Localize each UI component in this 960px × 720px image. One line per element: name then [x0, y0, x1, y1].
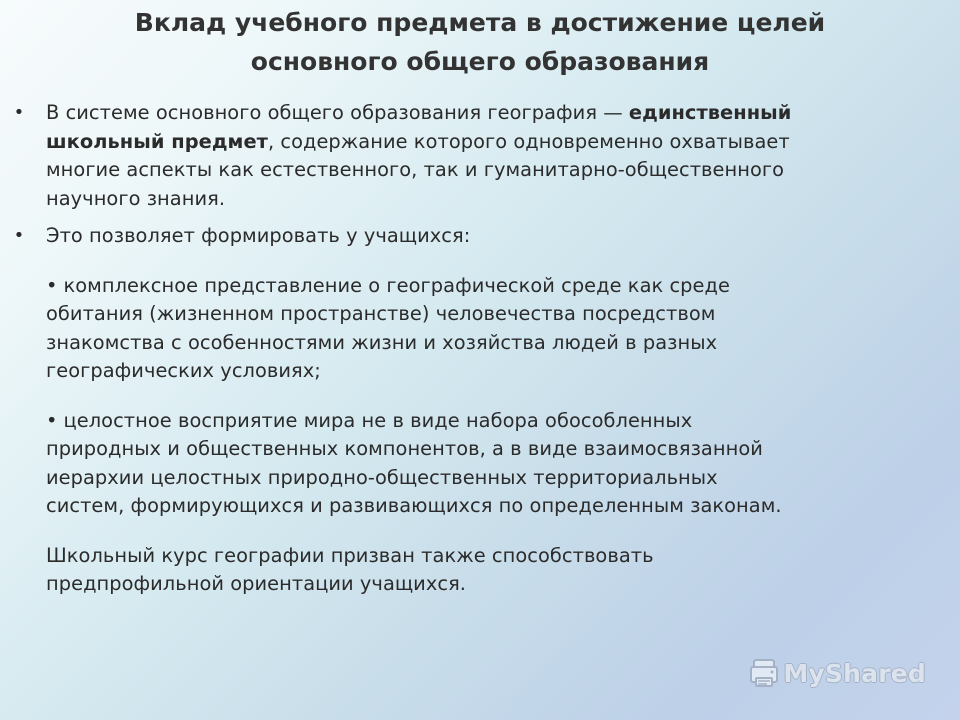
item2-line1-text: целостное восприятие мира не в виде набора обособленных: [63, 408, 693, 432]
paragraph2-intro: Это позволяет формировать у учащихся:: [46, 224, 471, 247]
section-gap: [46, 521, 940, 542]
item1-line1: [46, 272, 940, 301]
closing-line2: предпрофильной ориентации учащихся.: [46, 572, 467, 595]
slide-content: [10, 99, 940, 599]
bullet-symbol: •: [13, 102, 25, 123]
item1-bullet: •: [46, 273, 58, 297]
title-line-1: Вклад учебного предмета в достижение целей: [134, 8, 826, 37]
paragraph1-line3: многие аспекты как естественного, так и гуманитарно-общественного: [46, 158, 785, 181]
watermark: [747, 656, 926, 690]
bullet-paragraph-geography: [10, 99, 940, 213]
item2-line4: систем, формирующихся и развивающихся по определенным законам.: [46, 494, 782, 517]
item2-bullet: •: [46, 408, 58, 432]
closing-line1: Школьный курс географии призван также способствовать: [46, 543, 654, 567]
watermark-text: MyShared: [783, 658, 926, 688]
paragraph1-line1-bold: единственный: [628, 101, 792, 124]
mushared-logo-icon: [747, 656, 781, 690]
section-gap: [46, 251, 940, 272]
item2-line3: иерархии целостных природно-общественных территориальных: [46, 465, 718, 489]
title-line-2: основного общего образования: [250, 47, 710, 76]
item1-line3: знакомства с особенностями жизни и хозяйства людей в разных: [46, 330, 718, 354]
item1-line4: географических условиях;: [46, 359, 321, 382]
slide-title: [40, 3, 920, 81]
item1-line2: обитания (жизненном пространстве) человечества посредством: [46, 302, 716, 325]
paragraph1-line2-rest: , содержание которого одновременно охватывает: [267, 129, 790, 153]
bullet-symbol: •: [13, 225, 25, 246]
paragraph1-line4: научного знания.: [46, 186, 226, 210]
section-gap: [46, 386, 940, 407]
paragraph1-line1: [46, 99, 940, 128]
paragraph1-line2: [46, 128, 940, 157]
bullet-paragraph-skills: [10, 222, 940, 599]
item1-line1-text: комплексное представление о географической среде как среде: [63, 273, 730, 297]
paragraph-gap: [10, 213, 940, 222]
paragraph1-line1-prefix: В системе основного общего образования география —: [46, 101, 629, 124]
paragraph1-line2-bold: школьный предмет: [46, 129, 268, 153]
item2-line2: природных и общественных компонентов, а в виде взаимосвязанной: [46, 437, 763, 460]
item2-line1: [46, 407, 940, 436]
